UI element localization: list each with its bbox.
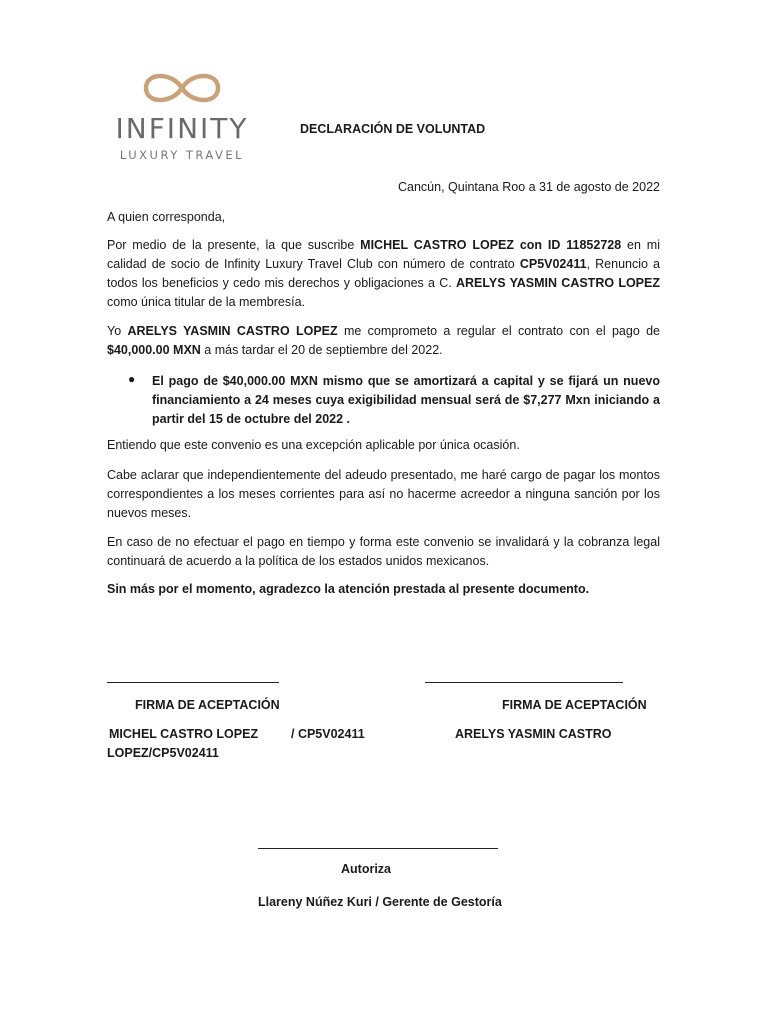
- bullet-icon: ●: [128, 372, 136, 386]
- date-line: Cancún, Quintana Roo a 31 de agosto de 2022: [397, 180, 660, 194]
- salutation: A quien corresponda,: [107, 210, 226, 224]
- closing-statement: Sin más por el momento, agradezco la atención prestada al presente documento.: [107, 582, 590, 596]
- company-logo: [102, 64, 262, 168]
- signer-name-left: MICHEL CASTRO LOPEZ: [109, 727, 259, 741]
- infinity-icon: [136, 66, 228, 110]
- document-title: DECLARACIÓN DE VOLUNTAD: [300, 122, 486, 136]
- logo-tagline: LUXURY TRAVEL: [119, 148, 245, 162]
- logo-brand-text: INFINITY: [115, 112, 249, 145]
- signer-name-right-continued: LOPEZ/CP5V02411: [107, 746, 219, 760]
- payment-terms-text: El pago de $40,000.00 MXN mismo que se amortizará a capital y se fijará un nuevo financiamiento a 24 meses cuya exigibilidad mensual será de $7,277 Mxn iniciando a partir del 15 de octubre del 2022 .: [152, 374, 660, 426]
- paragraph-clarification: Cabe aclarar que independientemente del adeudo presentado, me haré cargo de pagar los montos correspondientes a los meses corrientes para así no hacerme acreedor a ninguna sanción por los nuevos meses.: [107, 468, 660, 520]
- signature-line-left: [107, 682, 279, 683]
- signature-label-right: FIRMA DE ACEPTACIÓN: [502, 698, 647, 712]
- paragraph-cession: Por medio de la presente, la que suscribe MICHEL CASTRO LOPEZ con ID 11852728 en mi calidad de socio de Infinity Luxury Travel Club con número de contrato CP5V02411, Renuncio a todos los beneficios y cedo mis derechos y obligaciones a C. ARELYS YASMIN CASTRO LOPEZ como única titular de la membresía.: [107, 238, 661, 309]
- authorizer-name: Llareny Núñez Kuri / Gerente de Gestoría: [258, 895, 502, 909]
- paragraph-exception: Entiendo que este convenio es una excepción aplicable por única ocasión.: [107, 438, 520, 452]
- authorize-label: Autoriza: [341, 862, 391, 876]
- signature-label-left: FIRMA DE ACEPTACIÓN: [135, 698, 280, 712]
- signer-name-right: ARELYS YASMIN CASTRO: [455, 727, 612, 741]
- signature-line-authorizer: [258, 848, 498, 849]
- signer-contract-left: / CP5V02411: [291, 727, 365, 741]
- signature-line-right: [425, 682, 623, 683]
- paragraph-commitment: Yo ARELYS YASMIN CASTRO LOPEZ me comprometo a regular el contrato con el pago de $40,000.00 MXN a más tardar el 20 de septiembre del 2022.: [107, 324, 660, 357]
- paragraph-invalidation: En caso de no efectuar el pago en tiempo y forma este convenio se invalidará y la cobranza legal continuará de acuerdo a la política de los estados unidos mexicanos.: [107, 535, 660, 568]
